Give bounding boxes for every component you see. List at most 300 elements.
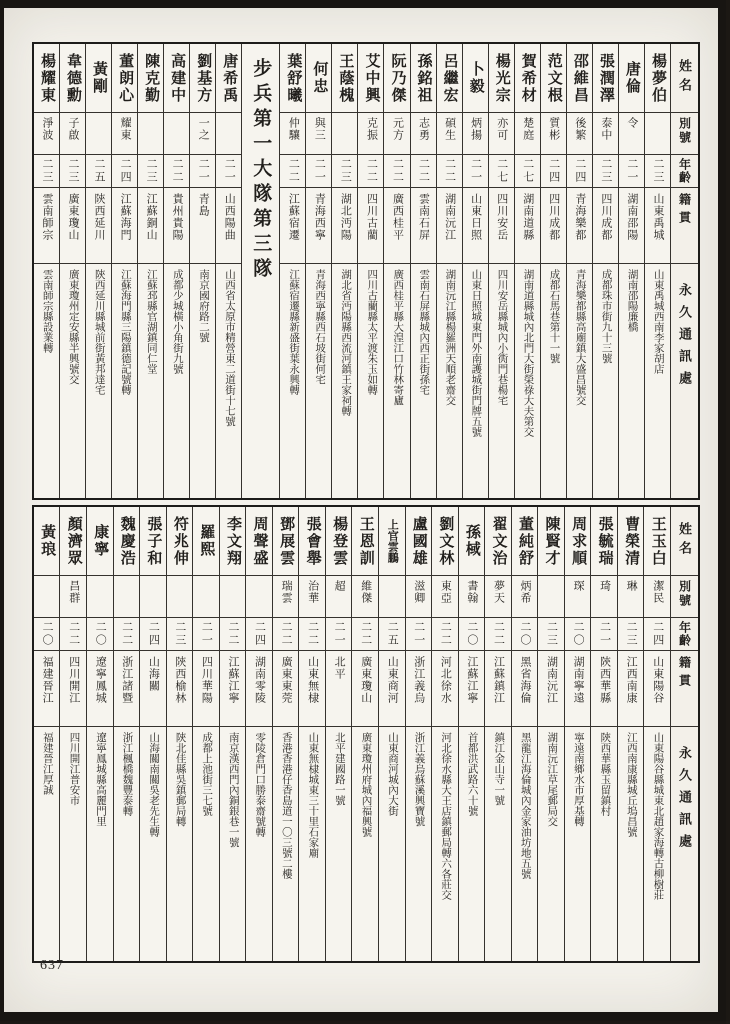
entry-name: 楊耀東 xyxy=(38,52,55,104)
entry-age: 二二 xyxy=(358,154,383,187)
entry-origin: 湖北沔陽 xyxy=(332,187,357,263)
entry-column xyxy=(564,507,591,961)
entry-age: 二三 xyxy=(618,617,644,650)
entry-alias: 琳 xyxy=(618,575,644,617)
entry-origin: 河北徐水 xyxy=(432,650,458,726)
entry-origin: 陝西華縣 xyxy=(591,650,617,726)
header-column xyxy=(670,507,698,961)
entry-origin: 湖南沅江 xyxy=(538,650,564,726)
entry-alias: 一之 xyxy=(190,112,215,154)
entry-column xyxy=(405,507,432,961)
roster-table-bottom xyxy=(32,505,700,963)
unit-divider: 步兵第一大隊第三隊 xyxy=(241,44,279,498)
entry-alias: 治華 xyxy=(299,575,325,617)
entry-name: 唐倫 xyxy=(623,61,640,95)
entry-address: 湖南沅江草尾郵局交 xyxy=(538,726,564,961)
entry-origin: 四川成都 xyxy=(593,187,618,263)
entry-name: 邵維昌 xyxy=(571,52,588,104)
entry-address: 成都珠市街九十三號 xyxy=(593,263,618,498)
entry-column xyxy=(511,507,538,961)
entry-origin: 北平 xyxy=(326,650,352,726)
entry-name: 范文根 xyxy=(545,52,562,104)
entry-column xyxy=(85,44,111,498)
entry-address: 黑龍江海倫城內金家油坊地五號 xyxy=(512,726,538,961)
entry-alias: 夢天 xyxy=(485,575,511,617)
entry-address: 山東商河城內大街 xyxy=(379,726,405,961)
entry-name: 盧國雄 xyxy=(410,515,427,567)
entry-name: 張潤澤 xyxy=(597,52,614,104)
entry-age: 二一 xyxy=(190,154,215,187)
entry-name: 陳賢才 xyxy=(543,515,560,567)
entry-origin: 陝西榆林 xyxy=(167,650,193,726)
entry-age: 二五 xyxy=(86,154,111,187)
entry-address: 江蘇宿遷縣新盛街葉永興轉 xyxy=(280,263,305,498)
entry-address: 山東禹城西南李家胡店 xyxy=(645,263,670,498)
entry-alias: 滋卿 xyxy=(406,575,432,617)
roster-table-top xyxy=(32,42,700,500)
entry-address: 河北徐水縣大王店鎮郵局轉六各莊交 xyxy=(432,726,458,961)
entry-name: 鄧展雲 xyxy=(278,515,295,567)
entry-address: 南京國府路二號 xyxy=(190,263,215,498)
entry-origin: 山海關 xyxy=(140,650,166,726)
entry-column xyxy=(618,44,644,498)
entry-alias: 元方 xyxy=(384,112,409,154)
entry-column xyxy=(592,44,618,498)
entry-age: 二四 xyxy=(112,154,137,187)
entry-name: 葉舒曦 xyxy=(285,52,302,104)
entry-age: 二三 xyxy=(60,154,85,187)
entry-alias: 昌群 xyxy=(60,575,86,617)
entry-origin: 湖南沅江 xyxy=(437,187,462,263)
entry-address: 廣西桂平縣大湟江口竹林寄廬 xyxy=(384,263,409,498)
entry-age: 二二 xyxy=(280,154,305,187)
header-name: 姓名 xyxy=(677,522,692,560)
entry-address: 四川安岳縣城內小衖門巷楊宅 xyxy=(489,263,514,498)
entry-age: 二四 xyxy=(140,617,166,650)
entry-origin: 黑省海倫 xyxy=(512,650,538,726)
entry-column xyxy=(331,44,357,498)
entry-alias xyxy=(114,575,140,617)
entry-origin: 青海樂都 xyxy=(567,187,592,263)
entry-column xyxy=(617,507,644,961)
entry-address: 陝北佳縣吳鎮郵局轉 xyxy=(167,726,193,961)
entry-age: 二一 xyxy=(216,154,241,187)
entry-origin: 四川安岳 xyxy=(489,187,514,263)
entry-alias xyxy=(138,112,163,154)
entry-origin: 浙江義烏 xyxy=(406,650,432,726)
entry-column xyxy=(298,507,325,961)
entry-address: 江蘇海門縣三陽鎮德記號轉 xyxy=(112,263,137,498)
entry-column xyxy=(59,507,86,961)
entry-age: 二四 xyxy=(567,154,592,187)
entry-column xyxy=(163,44,189,498)
entry-name: 楊夢伯 xyxy=(649,52,666,104)
entry-alias: 淨波 xyxy=(34,112,59,154)
entry-origin: 四川開江 xyxy=(60,650,86,726)
entry-address: 成都石馬巷第十一號 xyxy=(541,263,566,498)
entry-column xyxy=(590,507,617,961)
entry-address: 山海關南關吳老先生轉 xyxy=(140,726,166,961)
entry-origin: 四川華陽 xyxy=(193,650,219,726)
entry-alias: 後繁 xyxy=(567,112,592,154)
entry-alias xyxy=(34,575,60,617)
entry-age: 二一 xyxy=(619,154,644,187)
entry-name: 劉基方 xyxy=(195,52,212,104)
entry-age: 二三 xyxy=(645,154,670,187)
entry-alias xyxy=(167,575,193,617)
entry-name: 黃剛 xyxy=(91,61,108,95)
entry-origin: 福建晉江 xyxy=(34,650,60,726)
entry-age: 二二 xyxy=(164,154,189,187)
entry-name: 上官雲鵬 xyxy=(386,519,399,563)
entry-age: 二〇 xyxy=(87,617,113,650)
entry-age: 二三 xyxy=(138,154,163,187)
entry-age: 二一 xyxy=(406,617,432,650)
entry-address: 山東日照城東門外南護城街門牌五號 xyxy=(463,263,488,498)
entry-name: 周求順 xyxy=(570,515,587,567)
entry-name: 王蔭槐 xyxy=(337,52,354,104)
entry-age: 二一 xyxy=(591,617,617,650)
entry-origin: 湖南寧遠 xyxy=(565,650,591,726)
entry-address: 寧遠南鄉水市厚基轉 xyxy=(565,726,591,961)
entry-alias: 炳揚 xyxy=(463,112,488,154)
entry-alias xyxy=(216,112,241,154)
entry-origin: 湖南邵陽 xyxy=(619,187,644,263)
entry-address: 浙江楓橋魏豐泰轉 xyxy=(114,726,140,961)
entry-alias: 維傑 xyxy=(352,575,378,617)
entry-origin: 四川古藺 xyxy=(358,187,383,263)
entry-alias: 琦 xyxy=(591,575,617,617)
entry-address: 零陵倉門口勝泰齋號轉 xyxy=(246,726,272,961)
entry-alias: 志勇 xyxy=(411,112,436,154)
entry-age: 二二 xyxy=(273,617,299,650)
entry-name: 顏濟眾 xyxy=(65,515,82,567)
entry-age: 二四 xyxy=(246,617,272,650)
entry-name: 賀希材 xyxy=(519,52,536,104)
entry-column xyxy=(488,44,514,498)
entry-alias xyxy=(164,112,189,154)
header-origin: 籍貫 xyxy=(671,650,698,726)
entry-origin: 雲南師宗 xyxy=(34,187,59,263)
entry-age: 二二 xyxy=(485,617,511,650)
entry-origin: 湖南道縣 xyxy=(515,187,540,263)
entry-address: 浙江義烏蘇溪興寶號 xyxy=(406,726,432,961)
entry-alias xyxy=(193,575,219,617)
entry-origin: 山西陽曲 xyxy=(216,187,241,263)
entry-column xyxy=(514,44,540,498)
entry-alias xyxy=(645,112,670,154)
entry-age: 二一 xyxy=(306,154,331,187)
entry-origin: 廣東瓊山 xyxy=(352,650,378,726)
entry-column xyxy=(305,44,331,498)
entry-column xyxy=(566,44,592,498)
entry-alias: 東亞 xyxy=(432,575,458,617)
entry-column xyxy=(279,44,305,498)
entry-address: 青海樂都縣高廟鎮大盛昌號交 xyxy=(567,263,592,498)
entry-age: 二二 xyxy=(437,154,462,187)
entry-age: 二〇 xyxy=(565,617,591,650)
entry-origin: 江蘇鎮江 xyxy=(485,650,511,726)
entry-column xyxy=(219,507,246,961)
entry-address: 陝西延川縣城前街黃邦達宅 xyxy=(86,263,111,498)
entry-age: 二二 xyxy=(299,617,325,650)
entry-origin: 青海西寧 xyxy=(306,187,331,263)
entry-age: 二二 xyxy=(432,617,458,650)
entry-alias xyxy=(220,575,246,617)
entry-origin: 四川成都 xyxy=(541,187,566,263)
entry-alias: 仲驤 xyxy=(280,112,305,154)
entry-name: 曹榮清 xyxy=(623,515,640,567)
entry-origin: 湖南零陵 xyxy=(246,650,272,726)
entry-name: 楊登雲 xyxy=(331,515,348,567)
entry-column xyxy=(458,507,485,961)
header-column xyxy=(670,44,698,498)
header-name: 姓名 xyxy=(677,59,692,97)
header-address: 永久通訊處 xyxy=(671,726,698,961)
entry-name: 羅熙 xyxy=(198,524,215,558)
entry-name: 唐希禹 xyxy=(221,52,238,104)
entry-name: 高建中 xyxy=(169,52,186,104)
entry-name: 韋德勳 xyxy=(64,52,81,104)
entry-alias: 碩生 xyxy=(437,112,462,154)
entry-name: 董純舒 xyxy=(516,515,533,567)
entry-column xyxy=(139,507,166,961)
entry-column xyxy=(540,44,566,498)
entry-column xyxy=(436,44,462,498)
entry-origin: 山東陽谷 xyxy=(644,650,670,726)
entry-address: 香港香港仔香島道一〇三號二樓 xyxy=(273,726,299,961)
entry-alias: 炳希 xyxy=(512,575,538,617)
header-alias: 別號 xyxy=(671,575,698,617)
entry-alias xyxy=(538,575,564,617)
entry-alias: 克振 xyxy=(358,112,383,154)
entry-address: 山東無棣城東三十里石家廟 xyxy=(299,726,325,961)
entry-alias xyxy=(86,112,111,154)
page-paper xyxy=(4,8,718,1012)
entry-alias: 書翰 xyxy=(459,575,485,617)
entry-column xyxy=(215,44,241,498)
entry-origin: 江西南康 xyxy=(618,650,644,726)
entry-alias: 潔民 xyxy=(644,575,670,617)
entry-alias: 瑞雲 xyxy=(273,575,299,617)
entry-name: 魏慶浩 xyxy=(118,515,135,567)
entry-address: 成都上池街三七號 xyxy=(193,726,219,961)
entry-age: 二二 xyxy=(60,617,86,650)
entry-name: 翟文治 xyxy=(490,515,507,567)
entry-column xyxy=(357,44,383,498)
entry-origin: 廣西桂平 xyxy=(384,187,409,263)
header-age: 年齡 xyxy=(671,154,698,187)
entry-column xyxy=(166,507,193,961)
entry-alias: 泰中 xyxy=(593,112,618,154)
entry-age: 二二 xyxy=(352,617,378,650)
entry-column xyxy=(59,44,85,498)
entry-column xyxy=(644,44,670,498)
entry-age: 二三 xyxy=(332,154,357,187)
scan-edge-right xyxy=(726,0,730,1024)
entry-column xyxy=(351,507,378,961)
entry-name: 張會舉 xyxy=(304,515,321,567)
entry-origin: 廣東東莞 xyxy=(273,650,299,726)
entry-name: 張毓瑞 xyxy=(596,515,613,567)
entry-age: 二〇 xyxy=(459,617,485,650)
entry-address: 青海西寧縣西石坡街何宅 xyxy=(306,263,331,498)
entry-age: 二七 xyxy=(489,154,514,187)
entry-origin: 山東無棣 xyxy=(299,650,325,726)
header-alias: 別號 xyxy=(671,112,698,154)
entry-column xyxy=(484,507,511,961)
entry-address: 四川古藺縣太平渡朱玉如轉 xyxy=(358,263,383,498)
entry-age: 二一 xyxy=(193,617,219,650)
entry-address: 南京漢西門內銅銀巷一號 xyxy=(220,726,246,961)
entry-name: 張子和 xyxy=(145,515,162,567)
entry-alias: 質彬 xyxy=(541,112,566,154)
entry-age: 二二 xyxy=(411,154,436,187)
entry-address: 湖北省沔陽縣西流河鎮王家祠轉 xyxy=(332,263,357,498)
entry-origin: 浙江諸暨 xyxy=(114,650,140,726)
entry-address: 江西南康縣城丘塢昌號 xyxy=(618,726,644,961)
entry-origin: 江蘇江寧 xyxy=(459,650,485,726)
entry-origin: 江蘇海門 xyxy=(112,187,137,263)
entry-address: 湖南沅江縣楊羅洲天順老齋交 xyxy=(437,263,462,498)
entry-alias xyxy=(379,575,405,617)
entry-alias: 亦可 xyxy=(489,112,514,154)
entry-alias: 子啟 xyxy=(60,112,85,154)
entry-address: 雲南石屏縣城內西正街孫宅 xyxy=(411,263,436,498)
entry-age: 二一 xyxy=(326,617,352,650)
entry-alias xyxy=(332,112,357,154)
page-number: 637 xyxy=(40,958,64,973)
entry-age: 二三 xyxy=(34,154,59,187)
entry-address: 成都少城橫小角街九號 xyxy=(164,263,189,498)
entry-age: 二〇 xyxy=(512,617,538,650)
entry-column xyxy=(86,507,113,961)
entry-name: 康寧 xyxy=(92,524,109,558)
entry-alias: 令 xyxy=(619,112,644,154)
entry-origin: 貴州貴陽 xyxy=(164,187,189,263)
entry-origin: 雲南石屏 xyxy=(411,187,436,263)
entry-name: 黃琅 xyxy=(39,524,56,558)
entry-column xyxy=(462,44,488,498)
entry-column xyxy=(643,507,670,961)
entry-name: 符兆伸 xyxy=(171,515,188,567)
entry-name: 卜毅 xyxy=(467,61,484,95)
entry-alias xyxy=(140,575,166,617)
header-age: 年齡 xyxy=(671,617,698,650)
entry-origin: 青島 xyxy=(190,187,215,263)
entry-address: 湖南邵陽廉橋 xyxy=(619,263,644,498)
entry-origin: 江蘇宿遷 xyxy=(280,187,305,263)
entry-alias xyxy=(246,575,272,617)
entry-age: 二四 xyxy=(644,617,670,650)
entry-origin: 廣東瓊山 xyxy=(60,187,85,263)
entry-address: 首都洪武路六十號 xyxy=(459,726,485,961)
entry-age: 二三 xyxy=(167,617,193,650)
entry-age: 二一 xyxy=(463,154,488,187)
entry-name: 呂繼宏 xyxy=(441,52,458,104)
entry-address: 廣東瓊州定安縣半興號交 xyxy=(60,263,85,498)
entry-address: 福建晉江厚誠 xyxy=(34,726,60,961)
entry-name: 董朗心 xyxy=(117,52,134,104)
entry-column xyxy=(113,507,140,961)
entry-origin: 遼寧鳳城 xyxy=(87,650,113,726)
entry-column xyxy=(383,44,409,498)
entry-alias: 與三 xyxy=(306,112,331,154)
entry-origin: 江蘇江寧 xyxy=(220,650,246,726)
entry-name: 王恩訓 xyxy=(357,515,374,567)
entry-age: 二〇 xyxy=(34,617,60,650)
header-address: 永久通訊處 xyxy=(671,263,698,498)
entry-age: 二五 xyxy=(379,617,405,650)
entry-name: 艾中興 xyxy=(363,52,380,104)
entry-column xyxy=(325,507,352,961)
entry-address: 山東陽谷縣城東北趙家海轉古柳樹莊 xyxy=(644,726,670,961)
entry-origin: 江蘇銅山 xyxy=(138,187,163,263)
entry-address: 雲南師宗縣設業轉 xyxy=(34,263,59,498)
entry-column xyxy=(137,44,163,498)
entry-alias: 琛 xyxy=(565,575,591,617)
entry-name: 王玉白 xyxy=(649,515,666,567)
entry-column xyxy=(245,507,272,961)
entry-age: 二二 xyxy=(220,617,246,650)
entry-column xyxy=(537,507,564,961)
entry-address: 山西省太原市精營東二道街十七號 xyxy=(216,263,241,498)
entry-name: 孫銘祖 xyxy=(415,52,432,104)
entry-name: 何忠 xyxy=(311,61,328,95)
entry-age: 二四 xyxy=(541,154,566,187)
entry-alias: 超 xyxy=(326,575,352,617)
entry-origin: 山東禹城 xyxy=(645,187,670,263)
entry-age: 二七 xyxy=(515,154,540,187)
entry-column xyxy=(410,44,436,498)
entry-alias: 楚庭 xyxy=(515,112,540,154)
entry-column xyxy=(111,44,137,498)
entry-age: 二二 xyxy=(384,154,409,187)
entry-name: 李文翔 xyxy=(224,515,241,567)
entry-column xyxy=(378,507,405,961)
entry-column xyxy=(189,44,215,498)
entry-column xyxy=(34,507,60,961)
entry-address: 陝西華縣玉留鎮村 xyxy=(591,726,617,961)
entry-age: 二二 xyxy=(114,617,140,650)
entry-name: 劉文林 xyxy=(437,515,454,567)
entry-column xyxy=(192,507,219,961)
entry-address: 四川開江普安市 xyxy=(60,726,86,961)
entry-address: 江蘇邳縣官湖鎮同仁堂 xyxy=(138,263,163,498)
entry-age: 二三 xyxy=(593,154,618,187)
entry-column xyxy=(34,44,59,498)
entry-origin: 陝西延川 xyxy=(86,187,111,263)
entry-name: 陳克勤 xyxy=(143,52,160,104)
entry-address: 北平建國路一號 xyxy=(326,726,352,961)
entry-column xyxy=(272,507,299,961)
entry-origin: 山東日照 xyxy=(463,187,488,263)
entry-address: 遼寧鳳城縣高麗門里 xyxy=(87,726,113,961)
header-origin: 籍貫 xyxy=(671,187,698,263)
entry-address: 湖南道縣城內北門大街榮祿大夫第交 xyxy=(515,263,540,498)
entry-address: 廣東瓊州府城內福興號 xyxy=(352,726,378,961)
entry-alias xyxy=(87,575,113,617)
entry-name: 楊光宗 xyxy=(493,52,510,104)
entry-origin: 山東商河 xyxy=(379,650,405,726)
entry-address: 鎮江金山寺一號 xyxy=(485,726,511,961)
entry-name: 阮乃傑 xyxy=(389,52,406,104)
entry-column xyxy=(431,507,458,961)
entry-age: 二三 xyxy=(538,617,564,650)
entry-name: 孫棫 xyxy=(463,524,480,558)
entry-name: 周聲盛 xyxy=(251,515,268,567)
entry-alias: 耀東 xyxy=(112,112,137,154)
